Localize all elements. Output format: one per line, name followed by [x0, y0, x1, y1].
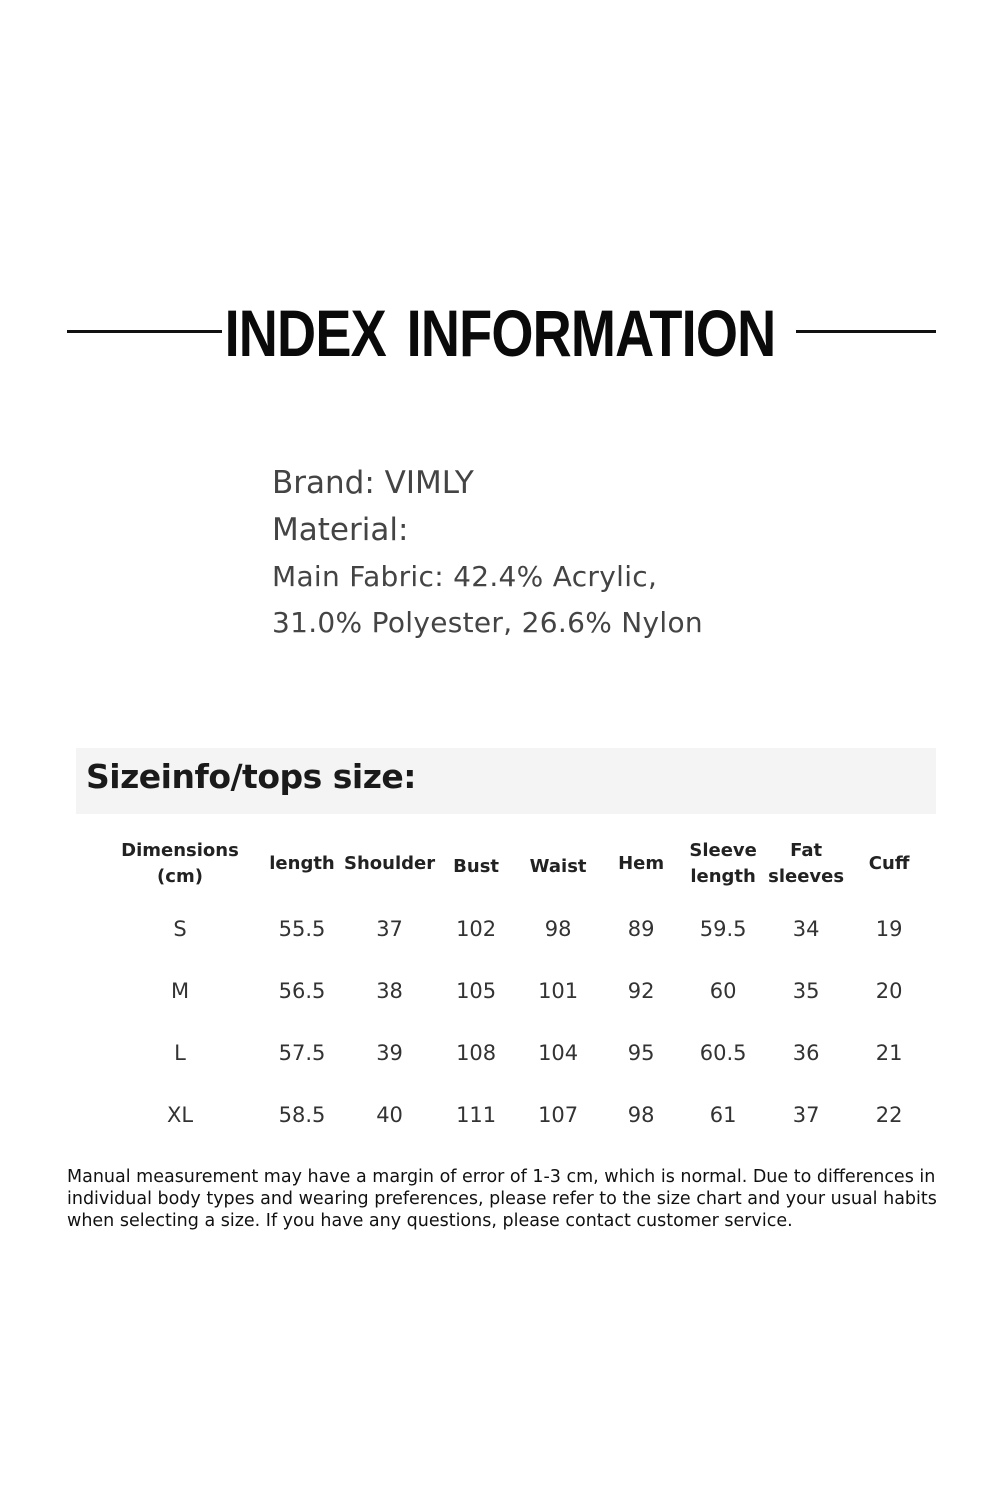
size-label: S	[173, 917, 187, 941]
header-sleeve-length: Sleeve length	[689, 840, 757, 887]
table-cell: 36	[792, 1041, 820, 1065]
header-fat-sleeves: Fat sleeves	[768, 840, 845, 887]
size-table-heading: Sizeinfo/tops size:	[86, 757, 416, 796]
table-cell: 108	[456, 1041, 497, 1065]
table-cell: 60.5	[699, 1041, 747, 1065]
table-cell: 57.5	[278, 1041, 326, 1065]
table-cell: 56.5	[278, 979, 326, 1003]
header-bust: Bust	[453, 856, 500, 877]
table-row	[100, 898, 929, 960]
size-label: XL	[166, 1103, 194, 1127]
table-cell: 59.5	[699, 917, 747, 941]
table-cell: 35	[792, 979, 820, 1003]
size-table	[100, 830, 929, 1146]
table-cell: 37	[376, 917, 403, 941]
table-cell: 34	[792, 917, 820, 941]
table-row	[100, 1084, 929, 1146]
header-dimensions: Dimensions (cm)	[121, 840, 239, 887]
table-cell: 101	[538, 979, 579, 1003]
table-cell: 98	[627, 1103, 655, 1127]
table-cell: 38	[376, 979, 403, 1003]
table-cell: 98	[544, 917, 572, 941]
size-table-header-row	[100, 830, 929, 898]
brand-line: Brand: VIMLY	[272, 465, 474, 501]
table-cell: 58.5	[278, 1103, 326, 1127]
product-info	[272, 460, 703, 646]
table-cell: 37	[792, 1103, 820, 1127]
table-cell: 61	[709, 1103, 737, 1127]
table-cell: 39	[376, 1041, 403, 1065]
fabric-line-2: 31.0% Polyester, 26.6% Nylon	[272, 606, 703, 639]
header-shoulder: Shoulder	[344, 853, 436, 874]
page-title: INDEX INFORMATION	[224, 296, 776, 370]
material-label: Material:	[272, 512, 409, 548]
table-cell: 92	[627, 979, 655, 1003]
header-length: length	[269, 853, 335, 874]
header-cuff: Cuff	[868, 853, 910, 874]
table-row	[100, 960, 929, 1022]
table-cell: 111	[456, 1103, 497, 1127]
table-cell: 55.5	[278, 917, 326, 941]
measurement-note: Manual measurement may have a margin of error of 1-3 cm, which is normal. Due to differences in individual body types and wearing preferences, please refer to the size chart and your usual habits when selecting a size. If you have any questions, please contact customer service.	[67, 1167, 937, 1231]
table-cell: 107	[538, 1103, 579, 1127]
table-cell: 105	[456, 979, 497, 1003]
header-hem: Hem	[618, 853, 665, 874]
table-cell: 95	[627, 1041, 655, 1065]
size-label: M	[170, 979, 190, 1003]
table-cell: 40	[376, 1103, 403, 1127]
title-row	[0, 290, 1000, 380]
fabric-line-1: Main Fabric: 42.4% Acrylic,	[272, 560, 658, 593]
header-waist: Waist	[529, 856, 587, 877]
table-cell: 60	[709, 979, 737, 1003]
table-cell: 22	[875, 1103, 903, 1127]
table-cell: 21	[875, 1041, 903, 1065]
size-table-heading-bar	[76, 748, 936, 814]
table-cell: 102	[456, 917, 497, 941]
table-cell: 89	[627, 917, 655, 941]
size-label: L	[174, 1041, 186, 1065]
title-rule-right	[796, 330, 936, 333]
table-row	[100, 1022, 929, 1084]
table-cell: 20	[875, 979, 903, 1003]
table-cell: 104	[538, 1041, 579, 1065]
table-cell: 19	[875, 917, 903, 941]
